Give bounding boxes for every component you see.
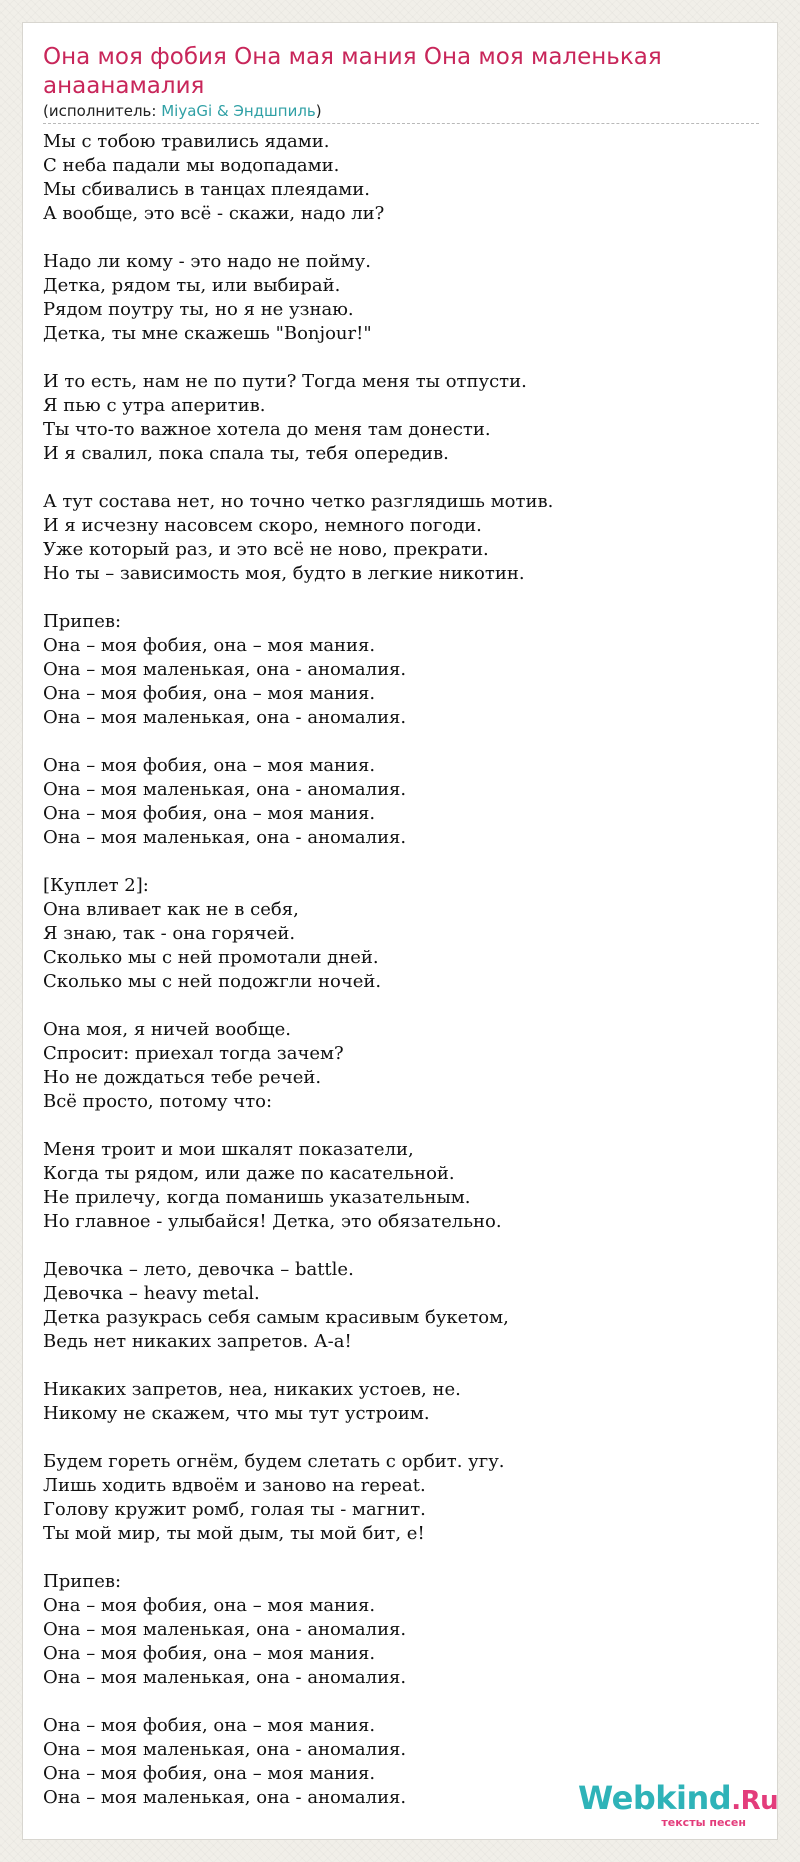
logo-tagline: тексты песен [661,1816,746,1829]
lyrics-text: Мы с тобою травились ядами. С неба падали мы водопадами. Мы сбивались в танцах плеядами. А вообще, это всё - скажи, надо ли? Надо ли кому - это надо не пойму. Детка, рядом ты, или выбирай. Рядом поутру ты, но я не узнаю. Детка, ты мне скажешь "Bonjour!" И то есть, нам не по пути? Тогда меня ты отпусти. Я пью с утра аперитив. Ты что-то важное хотела до меня там донести. И я свалил, пока спала ты, тебя опередив. А тут состава нет, но точно четко разглядишь мотив. И я исчезну насовсем скоро, немного погоди. Уже который раз, и это всё не ново, прекрати. Но ты – зависимость моя, будто в легкие никотин. Припев: Она – моя фобия, она – моя мания. Она – моя маленькая, она - аномалия. Она – моя фобия, она – моя мания. Она – моя маленькая, она - аномалия. Она – моя фобия, она – моя мания. Она – моя маленькая, она - аномалия. Она – моя фобия, она – моя мания. Она – моя маленькая, она - аномалия. [Куплет 2]: Она вливает как не в себя, Я знаю, так - она горячей. Сколько мы с ней промотали дней. Сколько мы с ней подожгли ночей. Она моя, я ничей вообще. Спросит: приехал тогда зачем? Но не дождаться тебе речей. Всё просто, потому что: Меня троит и мои шкалят показатели, Когда ты рядом, или даже по касательной. Не прилечу, когда поманишь указательным. Но главное - улыбайся! Детка, это обязательно. Девочка – лето, девочка – battle. Девочка – heavy metal. Детка разукрась себя самым красивым букетом, Ведь нет никаких запретов. А-а! Никаких запретов, неа, никаких устоев, не. Никому не скажем, что мы тут устроим. Будем гореть огнём, будем слетать с орбит. угу. Лишь ходить вдвоём и заново на repeat. Голову кружит ромб, голая ты - магнит. Ты мой мир, ты мой дым, ты мой бит, е! Припев: Она – моя фобия, она – моя мания. Она – моя маленькая, она - аномалия. Она – моя фобия, она – моя мания. Она – моя маленькая, она - аномалия. Она – моя фобия, она – моя мания. Она – моя маленькая, она - аномалия. Она – моя фобия, она – моя мания. Она – моя маленькая, она - аномалия. [43,131,554,1808]
artist-line [43,101,759,124]
song-title: Она моя фобия Она мая мания Она моя маленькая анаанамалия [43,44,662,99]
artist-suffix: ) [315,102,322,120]
logo-tld: .Ru [731,1786,779,1816]
logo-name: Webkind [578,1779,732,1817]
lyrics-page [22,22,778,1840]
artist-link[interactable]: MiyaGi & Эндшпиль [161,102,316,120]
logo-wordmark [578,1779,779,1820]
site-logo[interactable] [578,1773,779,1839]
artist-prefix: (исполнитель: [43,102,162,120]
